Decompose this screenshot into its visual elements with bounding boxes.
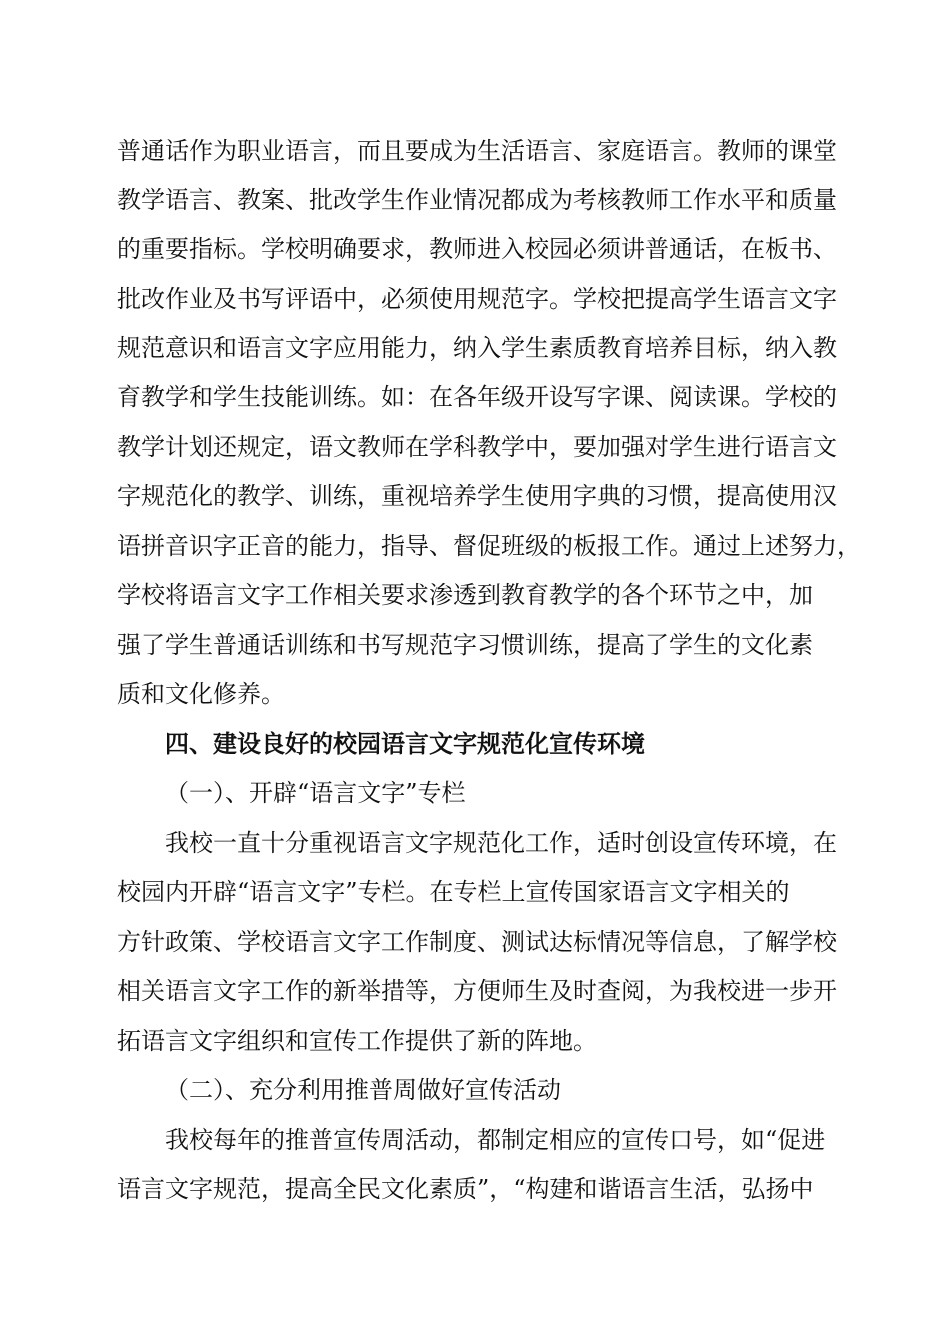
text-line: 育教学和学生技能训练。如：在各年级开设写字课、阅读课。学校的 — [117, 383, 837, 411]
text-line: 拓语言文字组织和宣传工作提供了新的阵地。 — [117, 1027, 597, 1055]
text-line: 校园内开辟“语言文字”专栏。在专栏上宣传国家语言文字相关的 — [117, 878, 790, 906]
text-line: 普通话作为职业语言，而且要成为生活语言、家庭语言。教师的课堂 — [117, 137, 837, 165]
text-line: 强了学生普通话训练和书写规范字习惯训练，提高了学生的文化素 — [117, 631, 813, 659]
section-heading: 四、建设良好的校园语言文字规范化宣传环境 — [165, 730, 645, 758]
text-line: 学校将语言文字工作相关要求渗透到教育教学的各个环节之中，加 — [117, 581, 813, 609]
text-line: 语拼音识字正音的能力，指导、督促班级的板报工作。通过上述努力， — [117, 532, 861, 560]
text-line: 教学计划还规定，语文教师在学科教学中，要加强对学生进行语言文 — [117, 433, 837, 461]
text-line: 我校每年的推普宣传周活动，都制定相应的宣传口号，如“促进 — [165, 1126, 826, 1154]
subsection-title: （二）、充分利用推普周做好宣传活动 — [165, 1076, 561, 1104]
text-line: 语言文字规范，提高全民文化素质”，“构建和谐语言生活，弘扬中 — [117, 1175, 814, 1203]
text-line: 相关语言文字工作的新举措等，方便师生及时查阅，为我校进一步开 — [117, 977, 837, 1005]
text-line: 批改作业及书写评语中，必须使用规范字。学校把提高学生语言文字 — [117, 285, 837, 313]
text-line: 我校一直十分重视语言文字规范化工作，适时创设宣传环境，在 — [165, 829, 837, 857]
text-line: 方针政策、学校语言文字工作制度、测试达标情况等信息，了解学校 — [117, 928, 837, 956]
text-line: 教学语言、教案、批改学生作业情况都成为考核教师工作水平和质量 — [117, 186, 837, 214]
subsection-title: （一）、开辟“语言文字”专栏 — [165, 779, 466, 807]
text-line: 质和文化修养。 — [117, 680, 285, 708]
text-line: 字规范化的教学、训练，重视培养学生使用字典的习惯，提高使用汉 — [117, 482, 837, 510]
text-line: 的重要指标。学校明确要求，教师进入校园必须讲普通话，在板书、 — [117, 235, 837, 263]
text-line: 规范意识和语言文字应用能力，纳入学生素质教育培养目标，纳入教 — [117, 334, 837, 362]
